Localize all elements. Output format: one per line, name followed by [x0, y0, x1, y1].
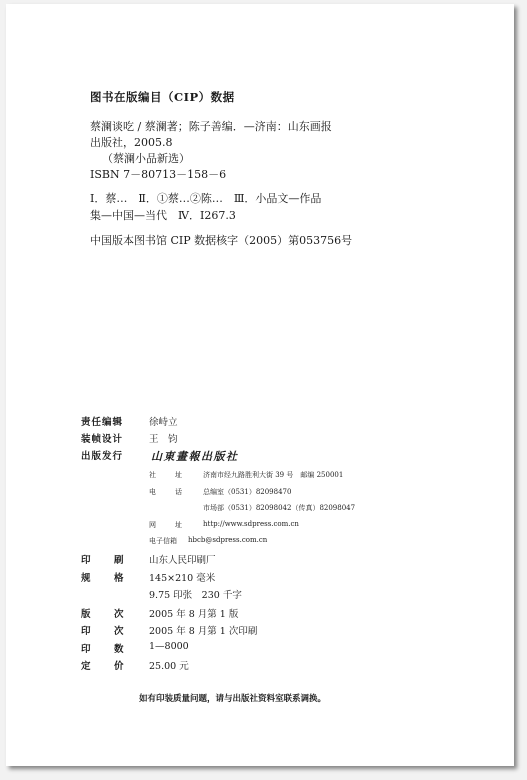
cip-line-1: 蔡澜谈吃 / 蔡澜著；陈子善编．—济南：山东画报	[90, 120, 332, 133]
impression-label: 印 次	[81, 626, 131, 637]
editor-label: 责任编辑	[81, 417, 124, 428]
quality-notice: 如有印装质量问题，请与出版社资料室联系调换。	[139, 694, 327, 704]
address-value: 济南市经九路胜利大街 39 号 邮编 250001	[203, 471, 344, 479]
format-value: 145×210 毫米	[149, 573, 216, 584]
phone-label: 电 话	[149, 488, 188, 496]
designer-value: 王 钧	[149, 434, 178, 445]
print-value: 山东人民印刷厂	[149, 555, 216, 566]
cip-record-number: 中国版本图书馆 CIP 数据核字（2005）第053756号	[90, 234, 353, 247]
email-label: 电子信箱	[149, 537, 177, 545]
cip-series: （蔡澜小品新选）	[102, 152, 190, 165]
copyright-page	[6, 4, 514, 766]
phone-value-2: 市场部（0531）82098042（传真）82098047	[203, 504, 356, 512]
cip-classification-1: Ⅰ．蔡… Ⅱ．①蔡…②陈… Ⅲ．小品文—作品	[90, 192, 322, 205]
editor-value: 徐峙立	[149, 417, 178, 428]
sheets-value: 9.75 印张 230 千字	[149, 590, 242, 601]
format-label: 规 格	[81, 573, 131, 584]
edition-label: 版 次	[81, 609, 131, 620]
publisher-logo: 山東畫報出版社	[151, 450, 239, 463]
cip-classification-2: 集—中国—当代 Ⅳ．I267.3	[90, 209, 236, 222]
print-count-label: 印 数	[81, 644, 131, 655]
print-count-value: 1—8000	[149, 641, 189, 652]
edition-value: 2005 年 8 月第 1 版	[149, 609, 239, 620]
impression-value: 2005 年 8 月第 1 次印刷	[149, 626, 258, 637]
designer-label: 装帧设计	[81, 434, 124, 445]
web-label: 网 址	[149, 521, 188, 529]
email-value: hbcb@sdpress.com.cn	[188, 536, 268, 544]
price-value: 25.00 元	[149, 661, 189, 672]
print-label: 印 刷	[81, 555, 131, 566]
cip-isbn: ISBN 7－80713－158－6	[90, 168, 227, 181]
cip-title: 图书在版编目（CIP）数据	[90, 90, 235, 104]
cip-line-2: 出版社，2005.8	[90, 136, 173, 149]
address-label: 社 址	[149, 471, 188, 479]
price-label: 定 价	[81, 661, 131, 672]
publisher-label: 出版发行	[81, 451, 124, 462]
web-value: http://www.sdpress.com.cn	[203, 520, 299, 528]
phone-value-1: 总编室（0531）82098470	[203, 488, 292, 496]
